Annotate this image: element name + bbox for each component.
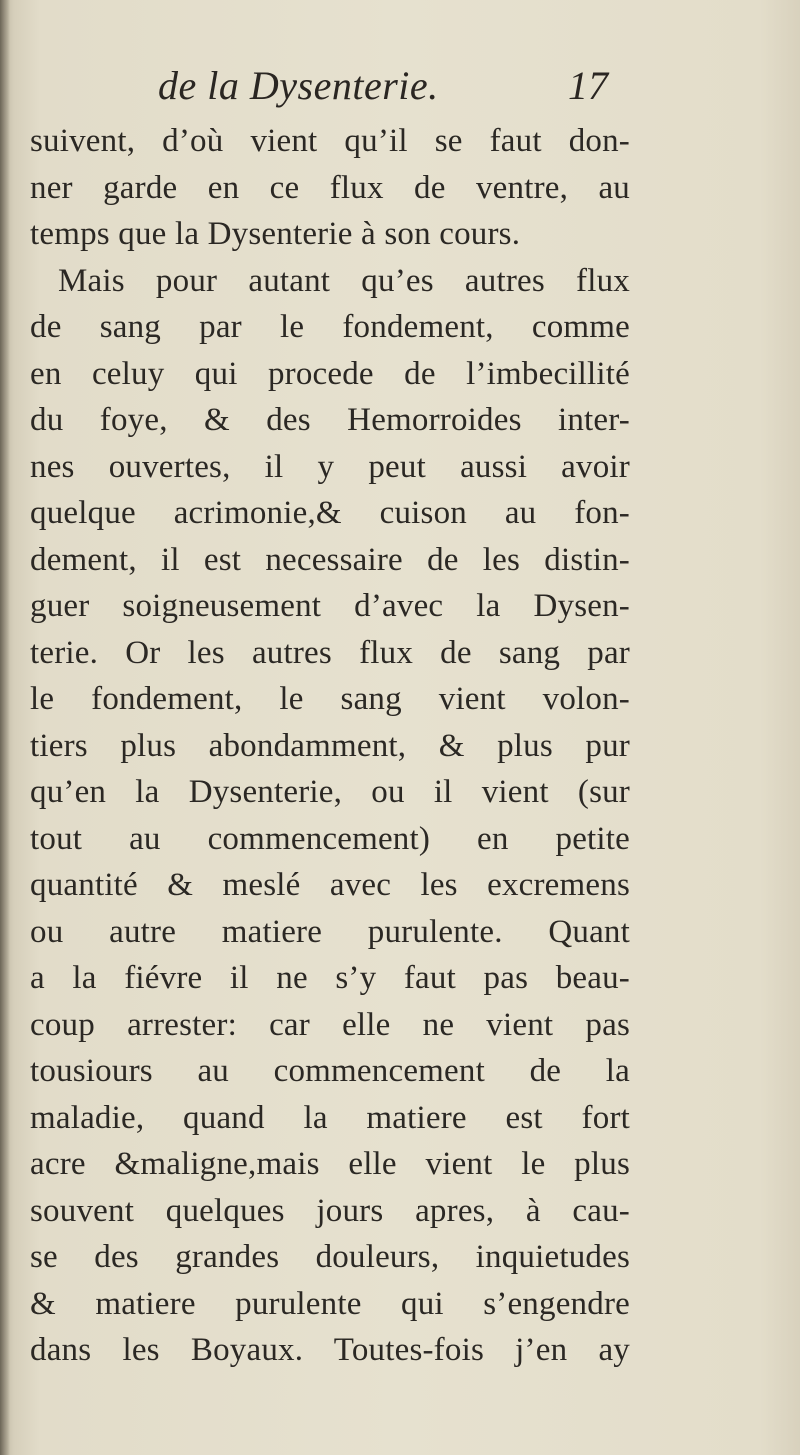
text-line: coup arrester: car elle ne vient pas xyxy=(30,1006,630,1043)
page-header xyxy=(0,62,800,122)
text-line: suivent, d’où vient qu’il se faut don- xyxy=(30,123,630,159)
text-line: tousiours au commencement de la xyxy=(30,1053,630,1089)
page-number: 17 xyxy=(568,63,608,108)
text-line: tiers plus abondamment, & plus pur xyxy=(30,727,630,764)
text-line: se des grandes douleurs, inquietudes xyxy=(30,1239,630,1275)
text-line: a la fiévre il ne s’y faut pas beau- xyxy=(30,960,630,996)
text-line: nes ouvertes, il y peut aussi avoir xyxy=(30,448,630,485)
text-line: maladie, quand la matiere est fort xyxy=(30,1099,630,1136)
text-line: ou autre matiere purulente. Quant xyxy=(30,913,630,950)
text-line: dement, il est necessaire de les distin- xyxy=(30,541,630,578)
text-line: quelque acrimonie,& cuison au fon- xyxy=(30,495,630,531)
text-line: tout au commencement) en petite xyxy=(30,820,630,857)
text-line: de sang par le fondement, comme xyxy=(30,309,630,345)
text-line: terie. Or les autres flux de sang par xyxy=(30,634,630,671)
text-line: acre &maligne,mais elle vient le plus xyxy=(30,1146,630,1182)
page-spine-shadow xyxy=(0,0,10,1455)
text-line: ner garde en ce flux de ventre, au xyxy=(30,169,630,206)
text-line: dans les Boyaux. Toutes-fois j’en ay xyxy=(30,1332,630,1368)
text-line: guer soigneusement d’avec la Dysen- xyxy=(30,588,630,624)
text-line: temps que la Dysenterie à son cours. xyxy=(30,216,521,252)
text-line: le fondement, le sang vient volon- xyxy=(30,681,630,717)
text-line: qu’en la Dysenterie, ou il vient (sur xyxy=(30,774,630,810)
text-line: & matiere purulente qui s’engendre xyxy=(30,1285,630,1322)
text-line: quantité & meslé avec les excremens xyxy=(30,867,630,903)
text-line: Mais pour autant qu’es autres flux xyxy=(58,262,630,299)
running-title: de la Dysenterie. xyxy=(158,63,439,108)
text-line: en celuy qui procede de l’imbecillité xyxy=(30,355,630,392)
text-line: souvent quelques jours apres, à cau- xyxy=(30,1192,630,1229)
body-text xyxy=(30,118,630,1374)
text-line: du foye, & des Hemorroides inter- xyxy=(30,402,630,438)
